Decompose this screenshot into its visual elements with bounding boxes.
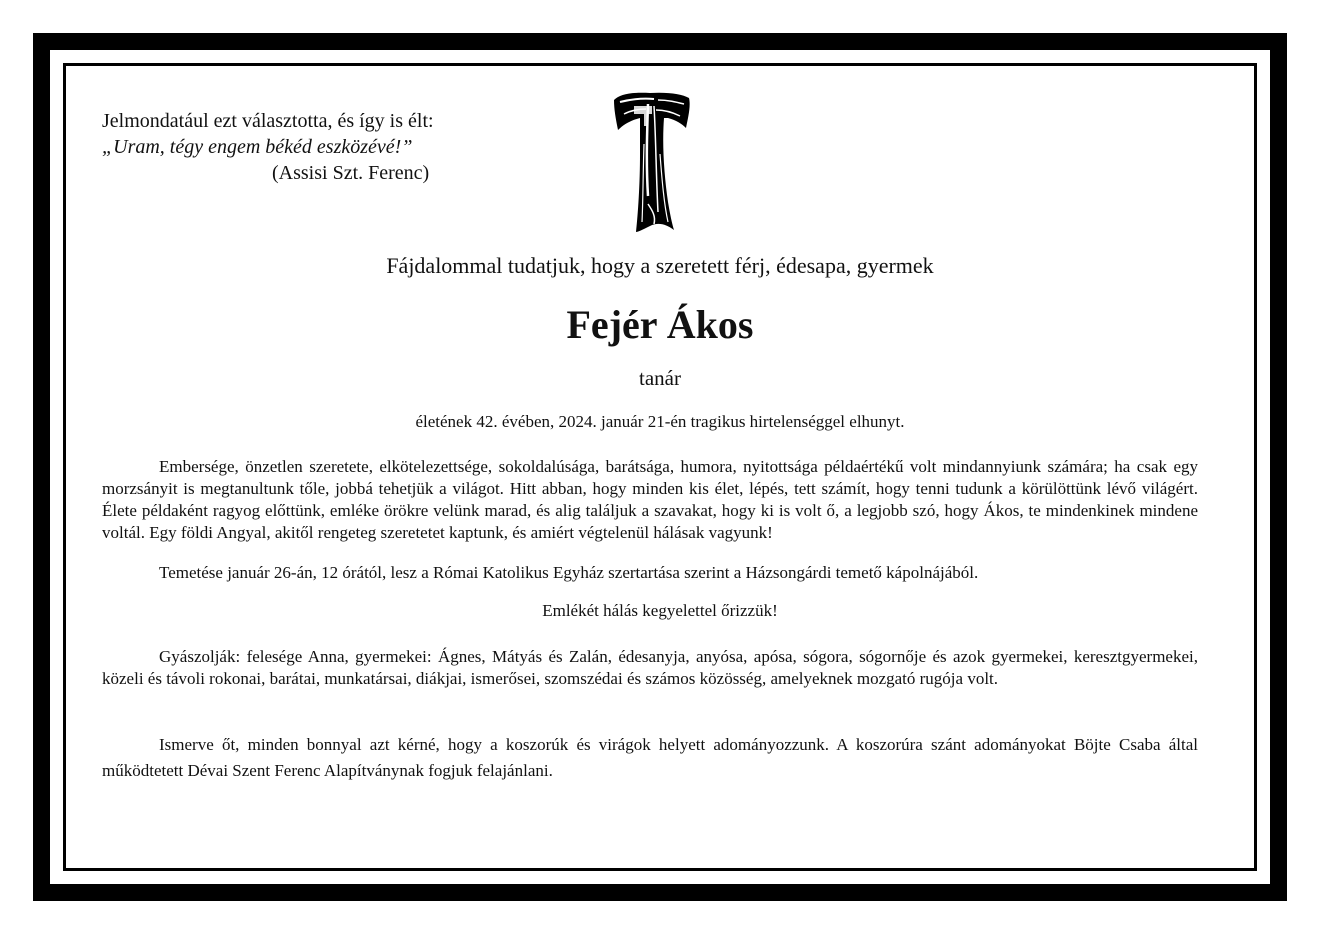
tribute-paragraph: Embersége, önzetlen szeretete, elkötelezettsége, sokoldalúsága, barátsága, humora, nyitottsága példaértékű volt mindannyiunk számára; ha csak egy morzsányit is megtanultunk tőle, jobbá tehetjük a világot. Hitt abban, hogy minden kis élet, lépés, tett számít, hogy tenni tudunk a körülöttünk lévő világért. Élete példaként ragyog előttünk, emléke örökre velünk marad, és alig találjuk a szavakat, hogy ki is volt ő, a legjobb szó, hogy Ákos, te mindenkinek mindene voltál. Egy földi Angyal, akitől rengeteg szeretetet kaptunk, és amiért végtelenül hálásak vagyunk! bbox=[102, 457, 1198, 542]
tau-cross-icon bbox=[610, 84, 692, 234]
funeral-paragraph: Temetése január 26-án, 12 órától, lesz a Római Katolikus Egyház szertartása szerint a Házsongárdi temető kápolnájából. bbox=[159, 563, 979, 582]
obituary-content bbox=[68, 68, 1252, 866]
remembrance-line: Emlékét hálás kegyelettel őrizzük! bbox=[542, 601, 778, 620]
motto-quote: „Uram, tégy engem békéd eszközévé!” bbox=[102, 136, 413, 158]
deceased-occupation: tanár bbox=[639, 366, 681, 390]
motto-intro: Jelmondatául ezt választotta, és így is élt: bbox=[102, 110, 434, 132]
death-notice: életének 42. évében, 2024. január 21-én tragikus hirtelenséggel elhunyt. bbox=[415, 412, 905, 431]
donation-paragraph: Ismerve őt, minden bonnyal azt kérné, hogy a koszorúk és virágok helyett adományozzunk. A koszorúra szánt adományokat Böjte Csaba által működtetett Dévai Szent Ferenc Alapítványnak fogjuk felajánlani. bbox=[102, 735, 1198, 780]
motto-block bbox=[102, 108, 522, 186]
mourners-paragraph: Gyászolják: felesége Anna, gyermekei: Ágnes, Mátyás és Zalán, édesanyja, anyósa, apósa, sógora, sógornője és azok gyermekei, keresztgyermekei, közeli és távoli rokonai, barátai, munkatársai, diákjai, ismerősei, szomszédai és számos közösség, amelyeknek mozgató rugója volt. bbox=[102, 647, 1198, 688]
announcement-intro: Fájdalommal tudatjuk, hogy a szeretett férj, édesapa, gyermek bbox=[386, 253, 934, 278]
deceased-name: Fejér Ákos bbox=[566, 302, 754, 347]
motto-attribution: (Assisi Szt. Ferenc) bbox=[272, 162, 430, 184]
